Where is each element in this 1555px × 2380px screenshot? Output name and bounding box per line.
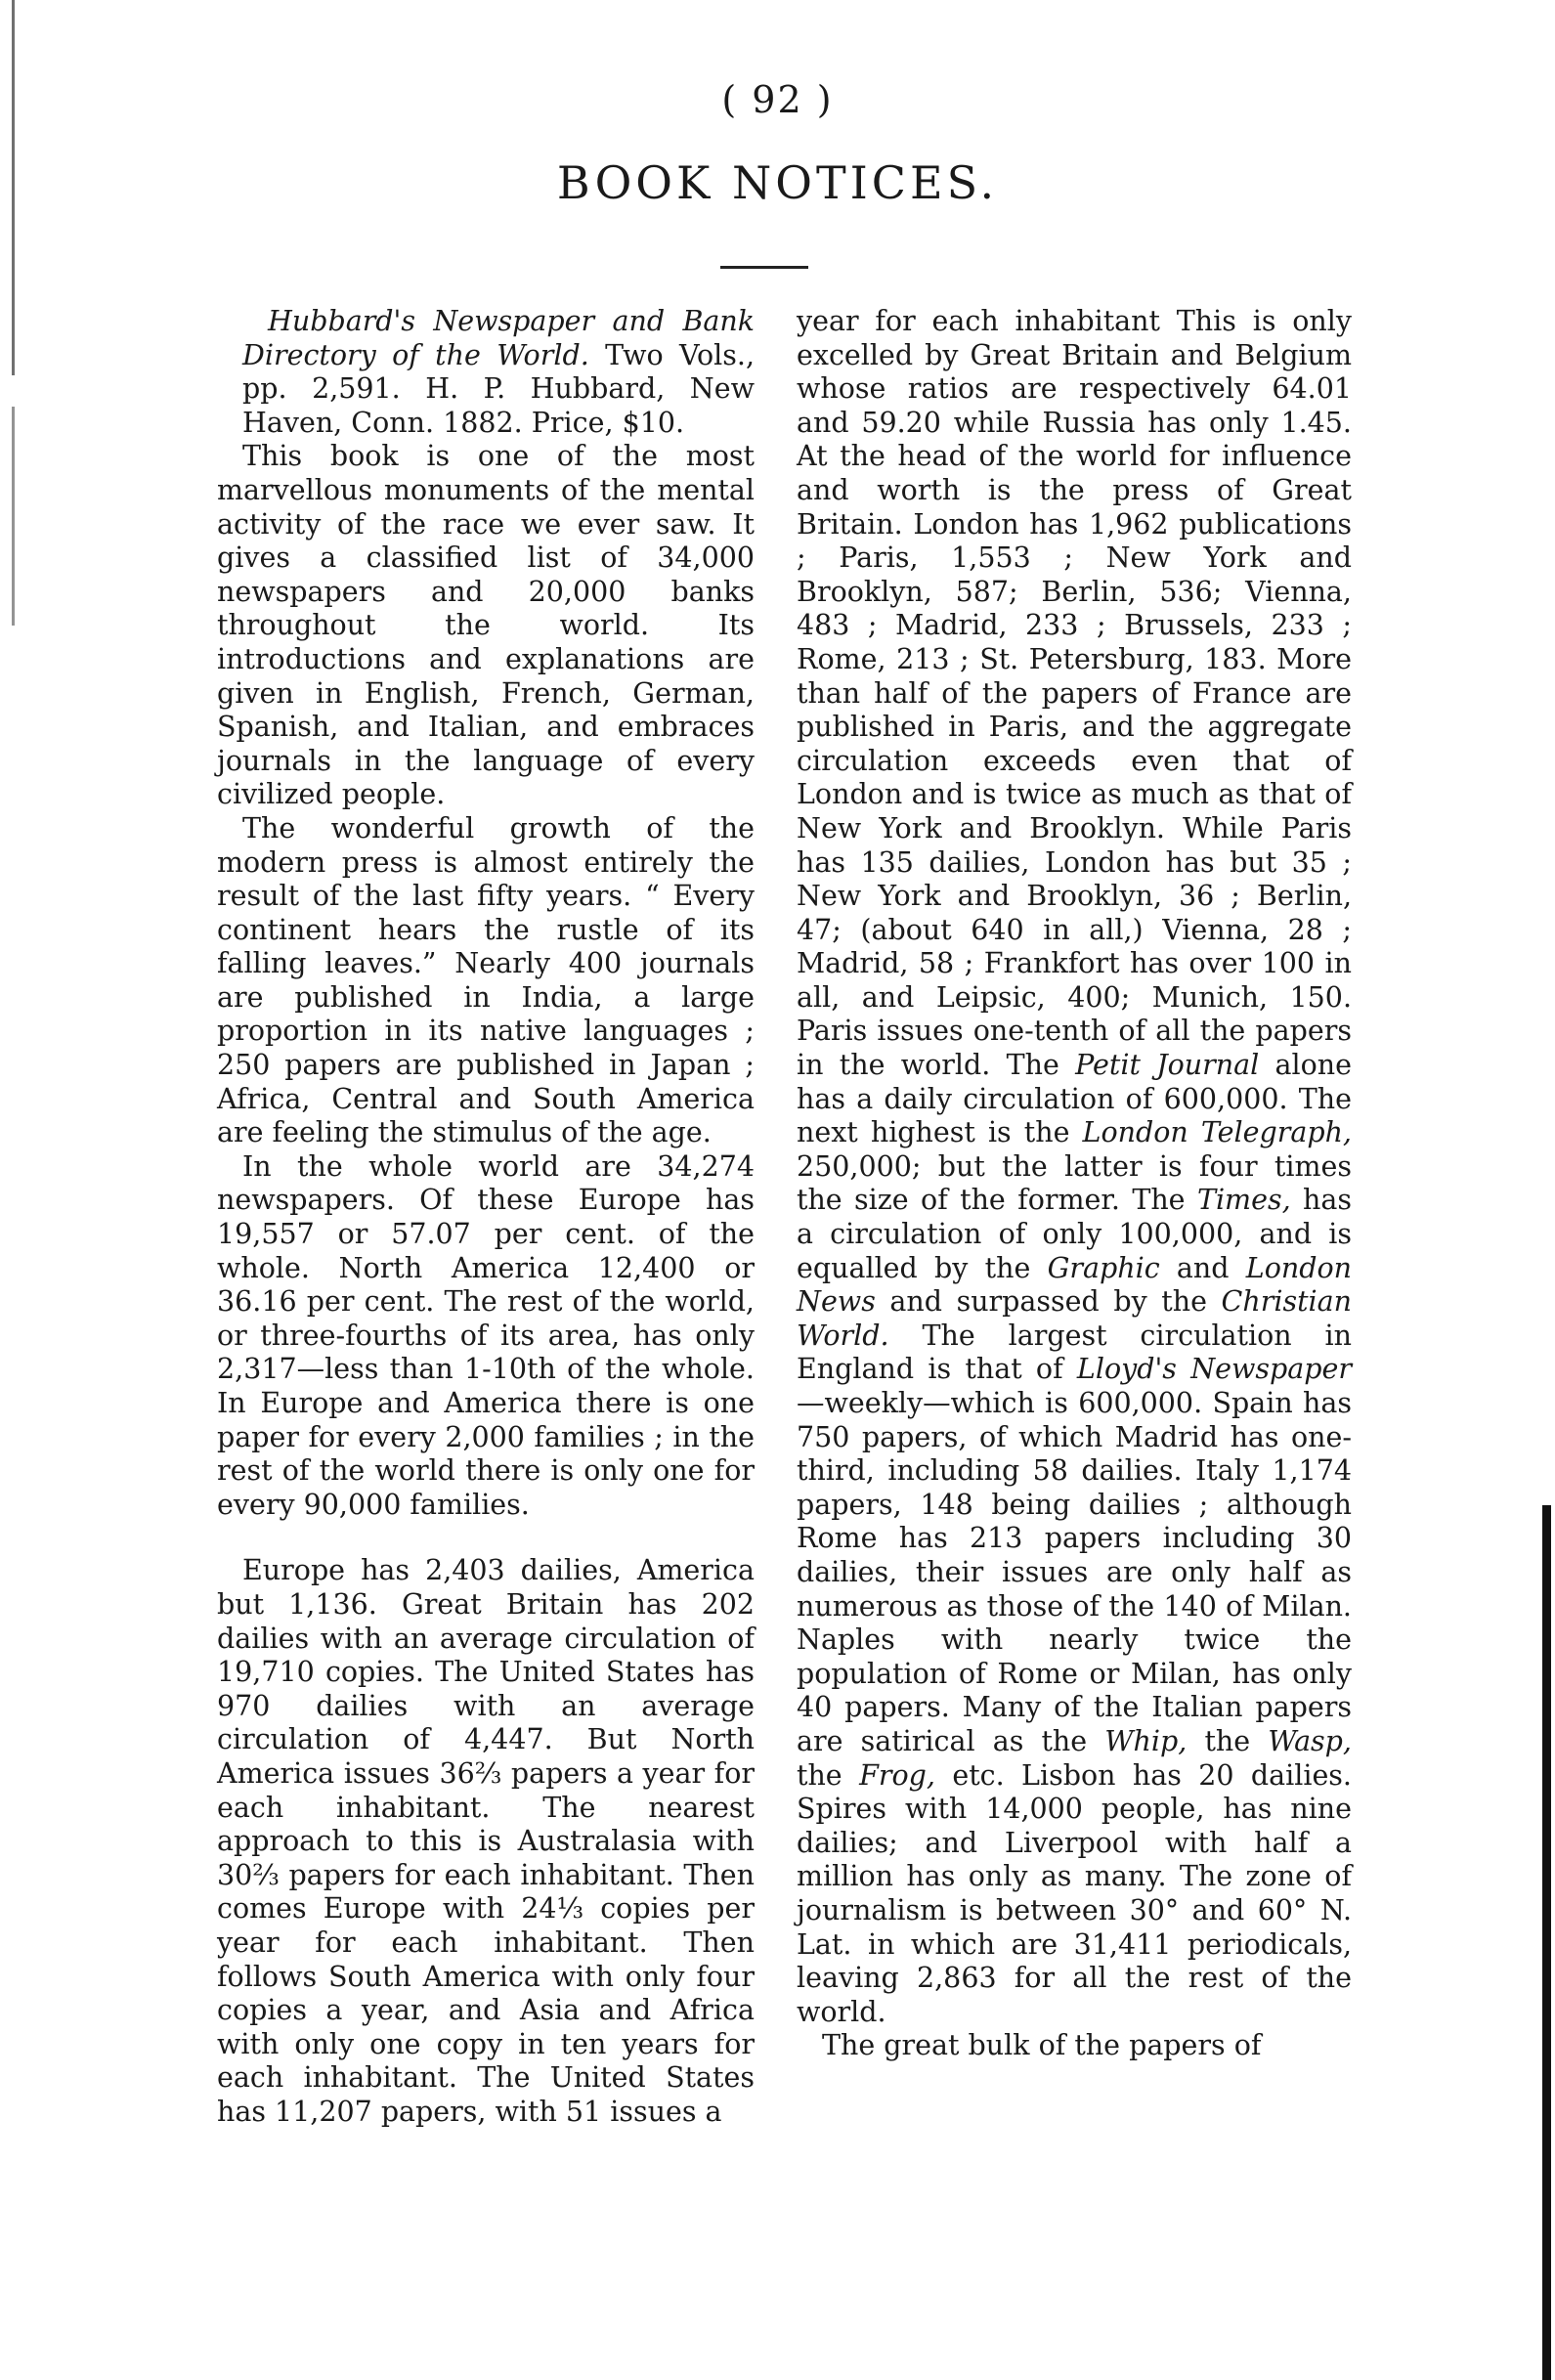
paragraph: The wonderful growth of the modern press is almost entirely the result of the last fifty years. “ Every continent hears the rustle of its falling leaves.” Nearly 400 journals are published in India, a large proportion in its native languages ; 250 papers are published in Japan ; Africa, Central and South America are feeling the stimulus of the age. [217,811,755,1149]
periodical-title: Graphic [1047,1251,1160,1284]
book-citation [217,305,755,440]
scan-edge-shadow [1542,1505,1551,2380]
paragraph: Europe has 2,403 dailies, America but 1,136. Great Britain has 202 dailies with an average circulation of 19,710 copies. The United States has 970 dailies with an average circulation of 4,447. But North America issues 36⅔ papers a year for each inhabitant. The nearest approach to this is Australasia with 30⅔ papers for each inhabitant. Then comes Europe with 24⅓ copies per year for each inhabitant. Then follows South America with only four copies a year, and Asia and Africa with only one copy in ten years for each inhabitant. The United States has 11,207 papers, with 51 issues a [217,1554,755,2128]
paragraph-continued: year for each inhabitant This is only excelled by Great Britain and Belgium whose ratios are respectively 64.01 and 59.20 while Russia has only 1.45. At the head of the world for influence and worth is the press of Great Britain. London has 1,962 publications ; Paris, 1,553 ; New York and Brooklyn, 587; Berlin, 536; Vienna, 483 ; Madrid, 233 ; Brussels, 233 ; Rome, 213 ; St. Petersburg, 183. More than half of the papers of France are published in Paris, and the aggregate circulation exceeds even that of London and is twice as much as that of New York and Brooklyn. While Paris has 135 dailies, London has but 35 ; New York and Brooklyn, 36 ; Berlin, 47; (about 640 in all,) Vienna, 28 ; Madrid, 58 ; Frankfort has over 100 in all, and Leipsic, 400; Munich, 150. Paris issues one-tenth of all the papers in the world. The Petit Journal alone has a daily circulation of 600,000. The next highest is the London Telegraph, 250,000; but the latter is four times the size of the former. The Times, has a circulation of only 100,000, and is equalled by the Graphic and London News and surpassed by the Christian World. The largest circulation in England is that of Lloyd's Newspaper—weekly—which is 600,000. Spain has 750 papers, of which Madrid has one-third, including 58 dailies. Italy 1,174 papers, 148 being dailies ; although Rome has 213 papers including 30 dailies, their issues are only half as numerous as those of the 140 of Milan. Naples with nearly twice the population of Rome or Milan, has only 40 papers. Many of the Italian papers are satirical as the Whip, the Wasp, the Frog, etc. Lisbon has 20 dailies. Spires with 14,000 people, has nine dailies; and Liverpool with half a million has only as many. The zone of journalism is between 30° and 60° N. Lat. in which are 31,411 periodicals, leaving 2,863 for all the rest of the world. [797,305,1352,2028]
periodical-title: Wasp, [1268,1724,1352,1757]
periodical-title: London Telegraph, [1082,1116,1352,1149]
periodical-title: Lloyd's Newspaper [1076,1353,1352,1386]
periodical-title: Petit Journal [1075,1049,1260,1082]
book-title: Hubbard's Newspaper and Bank Directory of the World. [242,305,755,371]
page-number: ( 92 ) [721,78,834,121]
periodical-title: Christian World. [797,1285,1352,1352]
book-details: Two Vols., pp. 2,591. H. P. Hubbard, New Haven, Conn. 1882. Price, $10. [242,338,756,439]
periodical-title: Times, [1196,1184,1291,1217]
periodical-title: Frog, [859,1758,935,1792]
paragraph: The great bulk of the papers of [822,2029,1262,2062]
right-column [797,305,1352,2063]
paragraph: In the whole world are 34,274 newspapers. Of these Europe has 19,557 or 57.07 per cent. of the whole. North America 12,400 or 36.16 per cent. The rest of the world, or three-fourths of its area, has only 2,317—less than 1-10th of the whole. In Europe and America there is one paper for every 2,000 families ; in the rest of the world there is only one for every 90,000 families. [217,1149,755,1521]
periodical-title: Whip, [1104,1724,1188,1757]
title-rule [720,266,808,269]
periodical-title: London News [797,1251,1352,1319]
paragraph: This book is one of the most marvellous monuments of the mental activity of the race we ever saw. It gives a classified list of 34,000 newspapers and 20,000 banks throughout the world. Its introductions and explanations are given in English, French, German, Spanish, and Italian, and embraces journals in the language of every civilized people. [217,440,755,811]
page-title: BOOK NOTICES. [556,156,999,209]
left-column [217,305,755,2129]
